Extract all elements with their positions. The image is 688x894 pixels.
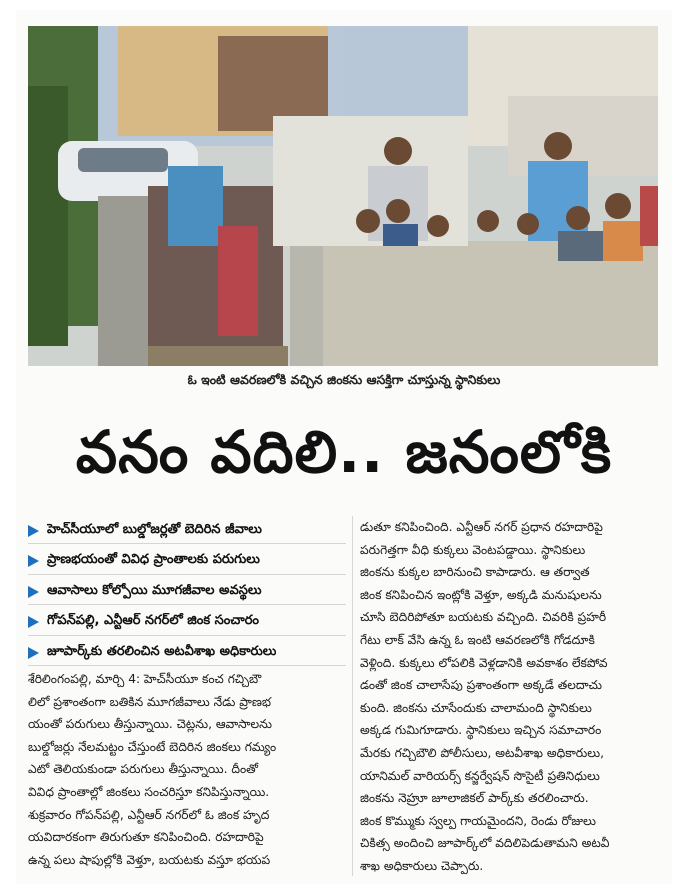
body-line: శేరిలింగంపల్లి, మార్చి 4: హెచ్‌సీయూ కంచ గచ్చిబౌ — [28, 672, 262, 686]
body-line: లిలో ప్రశాంతంగా బతికిన మూగజీవాలు నేడు ప్రాణభ — [28, 694, 272, 709]
body-line: డంతో జింక చాలాసేపు ప్రశాంతంగా అక్కడే తలదాచు — [360, 678, 602, 693]
column-divider — [352, 516, 353, 876]
newspaper-page — [16, 10, 672, 884]
arrow-bullet-icon — [28, 525, 39, 537]
body-line: బుల్డోజర్లు నేలమట్టం చేస్తుంటే బెదిరిన జింకలు గమ్యం — [28, 739, 277, 754]
highlight-item: ప్రాణభయంతో వివిధ ప్రాంతాలకు పరుగులు — [28, 549, 346, 575]
body-line: చికిత్స అందించి జూపార్క్‌లో వదిలిపెడుతామని అటవీ — [360, 836, 610, 851]
body-line: జింక కనిపించిన ఇంట్లోకి వెళ్తూ, అక్కడి మనుషులను — [360, 587, 602, 602]
highlight-item: జూపార్క్‌కు తరలించిన అటవీశాఖ అధికారులు — [28, 640, 346, 666]
body-line: వెళ్లింది. కుక్కలు లోపలికి వెళ్లడానికి అవకాశం లేకపోవ — [360, 655, 608, 670]
body-line: ఉన్న పలు షాపుల్లోకి వెళ్తూ, బయటకు వస్తూ భయప — [28, 852, 271, 867]
arrow-bullet-icon — [28, 616, 39, 628]
body-line: అక్కడ గుమిగూడారు. స్థానికులు ఇచ్చిన సమాచారం — [360, 723, 602, 738]
body-line: మేరకు గచ్చిబౌలి పోలీసులు, అటవీశాఖ అధికారులు, — [360, 745, 604, 760]
body-line: డుతూ కనిపించింది. ఎన్టీఆర్ నగర్ ప్రధాన రహదారిపై — [360, 520, 603, 534]
body-line: యంతో పరుగులు తీస్తున్నాయి. చెట్లను, ఆవాసాలను — [28, 717, 272, 732]
highlight-item: ఆవాసాలు కోల్పోయి మూగజీవాల అవస్థలు — [28, 579, 346, 605]
photo-illustration — [28, 26, 658, 366]
highlight-item: హెచ్‌సీయూలో బుల్డోజర్లతో బెదిరిన జీవాలు — [28, 518, 346, 544]
body-line: యవిదారకంగా తిరుగుతూ కనిపించింది. రహదారిపై — [28, 830, 264, 845]
body-line: యానిమల్ వారియర్స్ కన్జర్వేషన్ సొసైటీ ప్రతినిధులు — [360, 768, 600, 783]
article-body-right — [360, 516, 660, 878]
body-line: చూసి బెదిరిపోతూ బయటకు వచ్చింది. చివరికి ప్రహరీ — [360, 610, 607, 625]
body-line: శాఖ అధికారులు చెప్పారు. — [360, 858, 484, 873]
body-line: గేటు లాక్ వేసి ఉన్న ఓ ఇంటి ఆవరణలోకి గోడదూకి — [360, 632, 595, 647]
body-line: శుక్రవారం గోపన్‌పల్లి, ఎన్టీఆర్ నగర్‌లో ఓ జింక హృద — [28, 807, 270, 822]
highlight-item: గోపన్‌పల్లి, ఎన్టీఆర్ నగర్‌లో జింక సంచారం — [28, 610, 346, 636]
arrow-bullet-icon — [28, 555, 39, 567]
body-line: కుంది. జింకను చూసేందుకు చాలామంది స్థానికులు — [360, 700, 592, 715]
arrow-bullet-icon — [28, 647, 39, 659]
headline: వనం వదిలి.. జనంలోకి — [75, 418, 613, 486]
body-line: ఎటో తెలియకుండా పరుగులు తీస్తున్నాయి. దీంతో — [28, 762, 259, 777]
highlights-list — [28, 518, 346, 671]
arrow-bullet-icon — [28, 586, 39, 598]
article-body-left — [28, 668, 346, 871]
body-line: పరుగెత్తగా వీధి కుక్కలు వెంటపడ్డాయి. స్థానికులు — [360, 542, 586, 557]
body-line: జింక కొమ్ముకు స్వల్ప గాయమైందని, రెండు రోజులు — [360, 813, 596, 828]
body-line: వివిధ ప్రాంతాల్లో జింకలు సంచరిస్తూ కనిపిస్తున్నాయి. — [28, 784, 270, 799]
body-line: జింకను కుక్కల బారినుంచి కాపాడారు. ఆ తర్వాత — [360, 565, 590, 580]
photo-caption: ఓ ఇంటి ఆవరణలోకి వచ్చిన జింకను ఆసక్తిగా చూస్తున్న స్థానికులు — [187, 372, 501, 387]
news-photo — [28, 26, 658, 366]
body-line: జింకను నెహ్రూ జూలాజికల్ పార్క్‌కు తరలించారు. — [360, 791, 589, 806]
